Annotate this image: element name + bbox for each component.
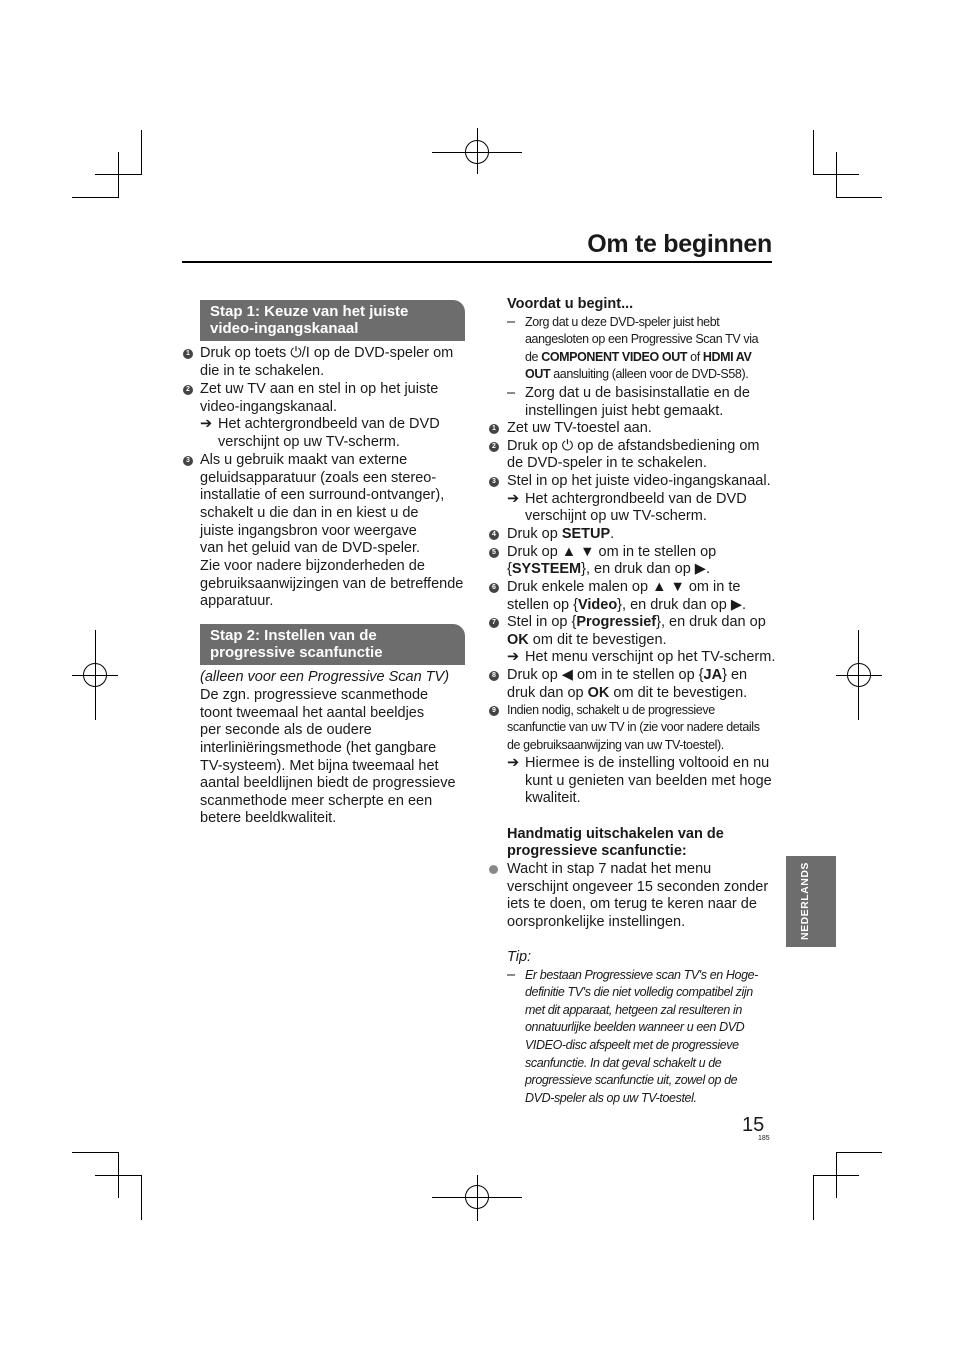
list-item: schakelt u die dan in en kiest u de: [200, 505, 419, 521]
tip-line: VIDEO-disc afspeelt met de progressieve: [525, 1038, 739, 1052]
step-9-result: Hiermee is de instelling voltooid en nu: [525, 755, 770, 771]
list-item: juiste ingangsbron voor weergave: [200, 523, 417, 539]
step-9: de gebruiksaanwijzing van uw TV-toestel).: [507, 738, 724, 752]
step-8: Druk op ◀ om in te stellen op {JA} en: [507, 667, 748, 683]
manual-line: iets te doen, om terug te keren naar de: [507, 896, 757, 912]
step-9-result: kwaliteit.: [525, 790, 581, 806]
step-8: druk dan op OK om dit te bevestigen.: [507, 685, 748, 701]
tip-line: progressieve scanfunctie uit, zowel op de: [525, 1073, 738, 1087]
before-line: OUT aansluiting (alleen voor de DVD-S58).: [525, 367, 749, 381]
number-bullet: 2: [489, 442, 499, 452]
dash: –: [507, 385, 516, 401]
bullet-dot: [489, 865, 498, 874]
list-item: geluidsapparatuur (zoals een stereo-: [200, 470, 437, 486]
before-heading: Voordat u begint...: [507, 296, 634, 312]
step2-note: (alleen voor een Progressive Scan TV): [200, 669, 450, 685]
number-bullet: 1: [489, 424, 499, 434]
tip-label: Tip:: [507, 949, 532, 965]
step-9-result: kunt u genieten van beelden met hoge: [525, 773, 772, 789]
tip-line: DVD-speler als op uw TV-toestel.: [525, 1091, 697, 1105]
before-line: de COMPONENT VIDEO OUT of HDMI AV: [525, 350, 752, 364]
manual-line: oorspronkelijke instellingen.: [507, 914, 686, 930]
dash: –: [507, 967, 516, 983]
number-bullet: 9: [489, 706, 499, 716]
number-bullet: 1: [183, 349, 193, 359]
manual-line: verschijnt ongeveer 15 seconden zonder: [507, 879, 769, 895]
step-6: stellen op {Video}, en druk dan op ▶.: [507, 597, 747, 613]
step-2: Druk op ⏻ op de afstandsbediening om: [507, 438, 760, 454]
list-item: van het geluid van de DVD-speler.: [200, 540, 421, 556]
paragraph-line: toont tweemaal het aantal beeldjes: [200, 705, 425, 721]
list-item: installatie of een surround-ontvanger),: [200, 487, 445, 503]
step-3-result: verschijnt op uw TV-scherm.: [525, 508, 707, 524]
number-bullet: 5: [489, 548, 499, 558]
tip-line: definitie TV's die niet volledig compatibel zijn: [525, 985, 753, 999]
paragraph-line: De zgn. progressieve scanmethode: [200, 687, 429, 703]
tip-line: Er bestaan Progressieve scan TV's en Hoge-: [525, 968, 758, 982]
before-line: Zorg dat u deze DVD-speler juist hebt: [525, 315, 720, 329]
number-bullet: 3: [489, 477, 499, 487]
list-item: Zie voor nadere bijzonderheden de: [200, 558, 425, 574]
list-item: Druk op toets ⏻/I op de DVD-speler om: [200, 345, 454, 361]
dash: –: [507, 314, 516, 330]
tip-line: met dit apparaat, hetgeen zal resulteren in: [525, 1003, 742, 1017]
step-4: Druk op SETUP.: [507, 526, 615, 542]
step-2: de DVD-speler in te schakelen.: [507, 455, 707, 471]
list-item: gebruiksaanwijzingen van de betreffende: [200, 576, 464, 592]
arrow-icon: ➔: [200, 416, 213, 432]
step-3: Stel in op het juiste video-ingangskanaal.: [507, 473, 771, 489]
page-number: 15: [742, 1114, 765, 1136]
page-sub-number: 185: [758, 1135, 770, 1142]
manual-line: Wacht in stap 7 nadat het menu: [507, 861, 712, 877]
step-3-result: Het achtergrondbeeld van de DVD: [525, 491, 747, 507]
step-7: OK om dit te bevestigen.: [507, 632, 667, 648]
number-bullet: 4: [489, 530, 499, 540]
step-6: Druk enkele malen op ▲ ▼ om in te: [507, 579, 741, 595]
paragraph-line: aantal beeldlijnen biedt de progressieve: [200, 775, 456, 791]
step1-heading: Stap 1: Keuze van het juiste video-ingangskanaal: [200, 300, 465, 341]
tip-line: onnatuurlijke beelden wanneer u een DVD: [525, 1020, 745, 1034]
manual-heading: Handmatig uitschakelen van de: [507, 826, 724, 842]
step-9: scanfunctie van uw TV in (zie voor nadere details: [507, 720, 760, 734]
result-text: verschijnt op uw TV-scherm.: [218, 434, 400, 450]
list-item: Zet uw TV aan en stel in op het juiste: [200, 381, 439, 397]
language-tab: [786, 856, 836, 947]
list-item: apparatuur.: [200, 593, 274, 609]
number-bullet: 8: [489, 671, 499, 681]
paragraph-line: betere beeldkwaliteit.: [200, 810, 337, 826]
step-5: {SYSTEEM}, en druk dan op ▶.: [507, 561, 710, 577]
paragraph-line: TV-systeem). Met bijna tweemaal het: [200, 758, 439, 774]
result-text: Het achtergrondbeeld van de DVD: [218, 416, 440, 432]
step-9: Indien nodig, schakelt u de progressieve: [507, 703, 715, 717]
before-line: aangesloten op een Progressive Scan TV via: [525, 332, 759, 346]
paragraph-line: per seconde als de oudere: [200, 722, 372, 738]
list-item: die in te schakelen.: [200, 363, 325, 379]
arrow-icon: ➔: [507, 491, 520, 507]
number-bullet: 7: [489, 618, 499, 628]
paragraph-line: interliniëringsmethode (het gangbare: [200, 740, 437, 756]
arrow-icon: ➔: [507, 755, 520, 771]
step-5: Druk op ▲ ▼ om in te stellen op: [507, 544, 717, 560]
number-bullet: 3: [183, 456, 193, 466]
before-line: instellingen juist hebt gemaakt.: [525, 403, 724, 419]
title-rule: [182, 261, 772, 263]
paragraph-line: scanmethode meer scherpte en een: [200, 793, 433, 809]
before-line: Zorg dat u de basisinstallatie en de: [525, 385, 750, 401]
step-7: Stel in op {Progressief}, en druk dan op: [507, 614, 766, 630]
step-1: Zet uw TV-toestel aan.: [507, 420, 652, 436]
tip-line: scanfunctie. In dat geval schakelt u de: [525, 1056, 722, 1070]
number-bullet: 6: [489, 583, 499, 593]
step2-heading: Stap 2: Instellen van de progressive scanfunctie: [200, 624, 465, 665]
page-title: Om te beginnen: [587, 230, 772, 258]
step-7-result: Het menu verschijnt op het TV-scherm.: [525, 649, 776, 665]
number-bullet: 2: [183, 385, 193, 395]
language-tab-label: NEDERLANDS: [799, 862, 811, 940]
list-item: Als u gebruik maakt van externe: [200, 452, 408, 468]
arrow-icon: ➔: [507, 649, 520, 665]
list-item: video-ingangskanaal.: [200, 399, 338, 415]
manual-heading: progressieve scanfunctie:: [507, 843, 687, 859]
